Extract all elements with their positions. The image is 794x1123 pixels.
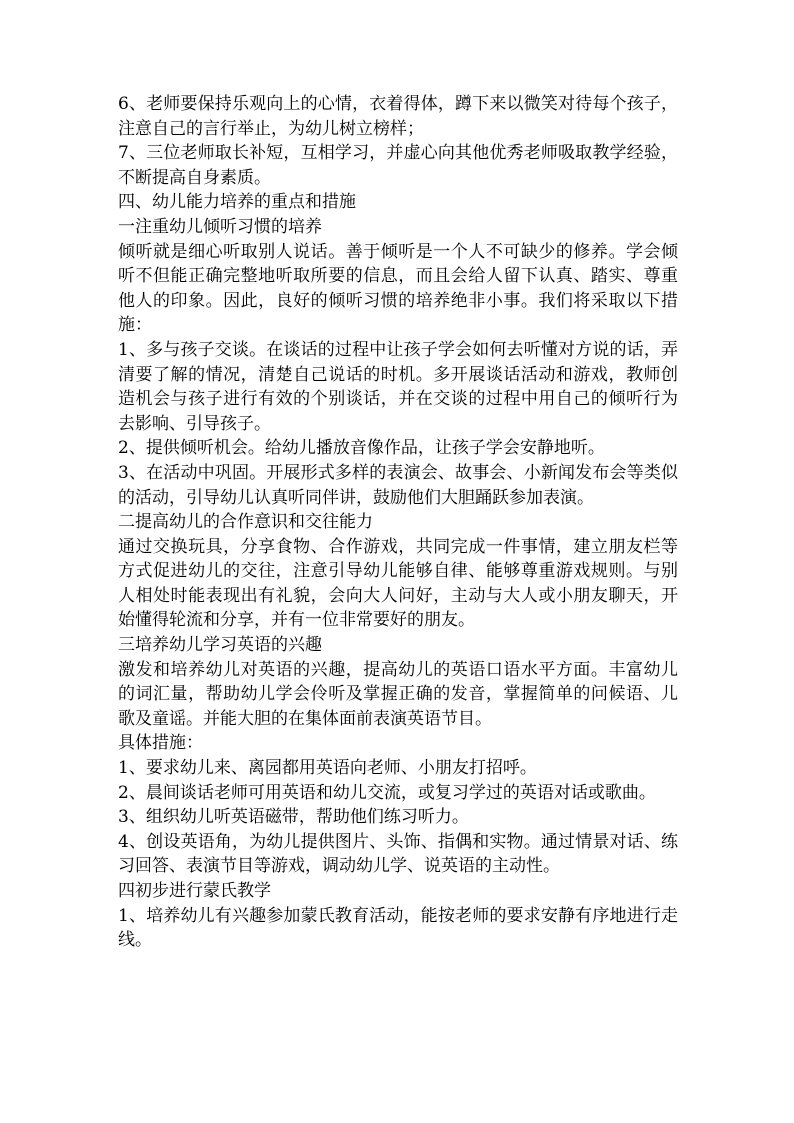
paragraph-listening-intro: 倾听就是细心听取别人说话。善于倾听是一个人不可缺少的修养。学会倾听不但能正确完整地听取所要的信息，而且会给人留下认真、踏实、尊重他人的印象。因此，良好的倾听习惯的培养绝非小事。我们将采取以下措施： [118,241,678,336]
list-item-english-4: 4、创设英语角，为幼儿提供图片、头饰、指偶和实物。通过情景对话、练习回答、表演节目等游戏，调动幼儿学、说英语的主动性。 [118,831,678,877]
document-body [118,92,678,953]
paragraph-cooperation: 通过交换玩具，分享食物、合作游戏，共同完成一件事情，建立朋友栏等方式促进幼儿的交往，注意引导幼儿能够自律、能够尊重游戏规则。与别人相处时能表现出有礼貌，会向大人问好，主动与大人或小朋友聊天，开始懂得轮流和分享，并有一位非常要好的朋友。 [118,536,678,631]
subsection-heading-montessori: 四初步进行蒙氏教学 [118,881,271,901]
list-item-english-1: 1、要求幼儿来、离园都用英语向老师、小朋友打招呼。 [118,758,537,779]
subsection-heading-cooperation: 二提高幼儿的合作意识和交往能力 [118,512,373,533]
measures-heading: 具体措施： [118,733,203,754]
list-item-english-2: 2、晨间谈话老师可用英语和幼儿交流，或复习学过的英语对话或歌曲。 [118,782,656,803]
list-item-7: 7、三位老师取长补短，互相学习，并虚心向其他优秀老师吸取教学经验，不断提高自身素质。 [118,143,678,188]
subsection-heading-listening: 一注重幼儿倾听习惯的培养 [118,216,322,237]
list-item-english-3: 3、组织幼儿听英语磁带，帮助他们练习听力。 [118,807,469,828]
list-item-6: 6、老师要保持乐观向上的心情，衣着得体，蹲下来以微笑对待每个孩子，注意自己的言行举止，为幼儿树立榜样； [118,94,678,139]
list-item-listening-2: 2、提供倾听机会。给幼儿播放音像作品，让孩子学会安静地听。 [118,438,605,459]
list-item-listening-1: 1、多与孩子交谈。在谈话的过程中让孩子学会如何去听懂对方说的话，弄清要了解的情况，清楚自己说话的时机。多开展谈话活动和游戏，教师创造机会与孩子进行有效的个别谈话，并在交谈的过程中用自己的倾听行为去影响、引导孩子。 [118,339,678,434]
section-heading-4: 四、幼儿能力培养的重点和措施 [118,192,356,213]
list-item-listening-3: 3、在活动中巩固。开展形式多样的表演会、故事会、小新闻发布会等类似的活动，引导幼儿认真听同伴讲，鼓励他们大胆踊跃参加表演。 [118,462,678,508]
subsection-heading-english: 三培养幼儿学习英语的兴趣 [118,635,322,656]
list-item-montessori-1: 1、培养幼儿有兴趣参加蒙氏教育活动，能按老师的要求安静有序地进行走线。 [118,905,678,951]
paragraph-english-intro: 激发和培养幼儿对英语的兴趣，提高幼儿的英语口语水平方面。丰富幼儿的词汇量，帮助幼儿学会伶听及掌握正确的发音，掌握简单的问候语、儿歌及童谣。并能大胆的在集体面前表演英语节目。 [118,659,678,729]
